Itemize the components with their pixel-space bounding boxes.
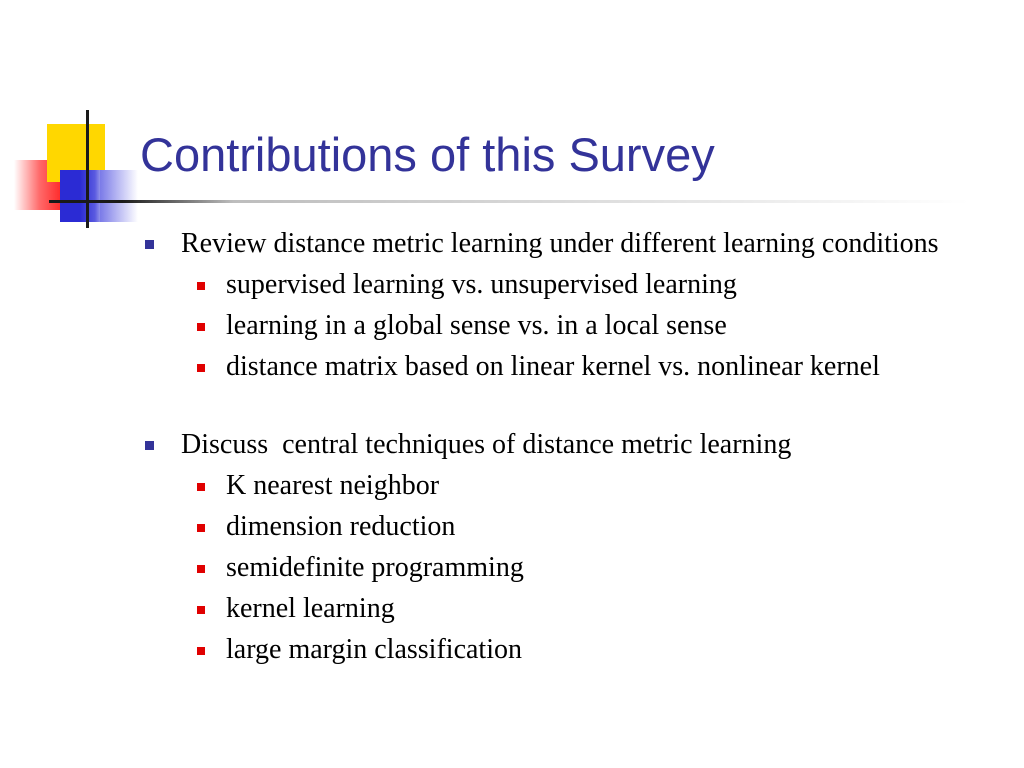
bullet-item [145,429,965,461]
sub-bullet-item [145,351,965,383]
square-bullet-icon [197,606,205,614]
logo-blue-fade-block [100,170,138,222]
sub-bullet-text: large margin classification [226,634,522,665]
square-bullet-icon [197,647,205,655]
sub-bullet-text: learning in a global sense vs. in a local sense [226,310,727,341]
slide-title: Contributions of this Survey [140,128,715,181]
sub-bullet-item [145,552,965,584]
square-bullet-icon [197,282,205,290]
sub-bullet-text: kernel learning [226,593,395,624]
sub-bullet-text: distance matrix based on linear kernel vs. nonlinear kernel [226,351,880,382]
square-bullet-icon [197,524,205,532]
sub-bullet-text: semidefinite programming [226,552,524,583]
sub-bullet-text: dimension reduction [226,511,456,542]
square-bullet-icon [197,565,205,573]
square-bullet-icon [145,441,154,450]
sub-bullet-item [145,511,965,543]
sub-bullet-item [145,634,965,666]
sub-bullet-text: supervised learning vs. unsupervised learning [226,269,737,300]
slide-body [145,228,965,666]
bullet-text: Discuss central techniques of distance metric learning [181,429,792,460]
sub-bullet-item [145,470,965,502]
sub-bullet-item [145,310,965,342]
square-bullet-icon [197,364,205,372]
logo-vertical-line [86,110,89,228]
square-bullet-icon [197,323,205,331]
bullet-item [145,228,965,260]
title-underline [49,200,969,203]
bullet-text: Review distance metric learning under different learning conditions [181,228,939,259]
sub-bullet-item [145,593,965,625]
square-bullet-icon [197,483,205,491]
sub-bullet-text: K nearest neighbor [226,470,440,501]
square-bullet-icon [145,240,154,249]
sub-bullet-item [145,269,965,301]
